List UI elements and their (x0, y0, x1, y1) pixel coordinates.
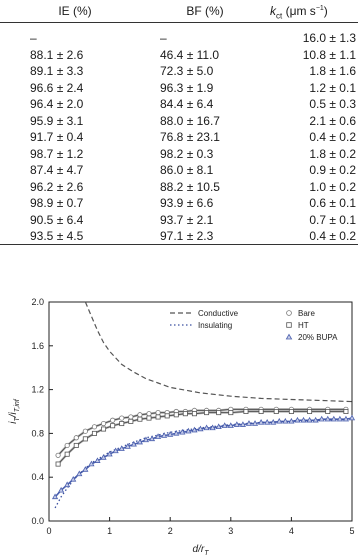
table-cell-bf: 96.3 ± 1.9 (160, 80, 214, 95)
bottom-rule (0, 244, 358, 245)
x-tick-label: 2 (167, 526, 173, 536)
data-point-bare (74, 436, 78, 440)
data-point-ht (204, 410, 208, 414)
y-tick-label: 2.0 (31, 297, 44, 307)
table-cell-kct: 0.4 ± 0.2 (309, 130, 356, 144)
chart-panel (0, 288, 358, 555)
legend-marker-bupa (286, 334, 291, 339)
data-point-bare (147, 411, 151, 415)
data-point-bare (120, 416, 124, 420)
data-point-ht (147, 416, 151, 420)
legend-label-conductive: Conductive (198, 309, 239, 318)
table-cell-bf: 98.2 ± 0.3 (160, 146, 214, 161)
x-tick-label: 4 (288, 526, 294, 536)
header-kct-subscript: ct (276, 11, 283, 21)
data-point-ht (101, 427, 105, 431)
data-point-ht (229, 410, 233, 414)
table-cell-bf: 76.8 ± 23.1 (160, 130, 220, 144)
header-kct-symbol: k (270, 4, 276, 18)
table-header (0, 0, 358, 22)
table-cell-bf: 93.7 ± 2.1 (160, 212, 214, 227)
table-cell-ie: 91.7 ± 0.4 (30, 130, 84, 144)
data-point-bare (129, 415, 133, 419)
y-tick-label: 0.0 (31, 516, 44, 526)
data-point-ht (138, 417, 142, 421)
table-cell-ie: 96.2 ± 2.6 (30, 179, 84, 194)
table-cell-bf: 88.0 ± 16.7 (160, 113, 220, 128)
x-tick-label: 0 (46, 526, 52, 536)
header-ie: IE (%) (58, 4, 92, 18)
table-cell-bf: 46.4 ± 11.0 (160, 47, 220, 62)
table-cell-ie: 96.6 ± 2.4 (30, 80, 84, 95)
table-cell-kct: 2.1 ± 0.6 (309, 113, 356, 128)
data-point-ht (259, 409, 263, 413)
table-cell-ie: 96.4 ± 2.0 (30, 97, 84, 111)
data-point-bare (56, 453, 60, 457)
header-kct-unit: (μm s (282, 4, 316, 18)
table-cell-ie: 98.9 ± 0.7 (30, 196, 84, 210)
table-cell-ie: 93.5 ± 4.5 (30, 229, 84, 243)
x-tick-label: 1 (107, 526, 113, 536)
table-cell-bf: 72.3 ± 5.0 (160, 64, 214, 78)
legend-label-bare: Bare (298, 309, 315, 318)
legend-label-insulating: Insulating (198, 321, 233, 330)
table-cell-ie: – (30, 31, 37, 45)
table-cell-ie: 87.4 ± 4.7 (30, 163, 84, 177)
y-axis-label (8, 398, 21, 424)
fit-curve-bare (58, 409, 346, 455)
fit-curve-core-bare (58, 409, 346, 455)
table-cell-kct: 10.8 ± 1.1 (302, 47, 356, 62)
data-point-ht (65, 452, 69, 456)
y-tick-label: 0.8 (31, 428, 44, 439)
header-kct-close: ) (323, 4, 328, 18)
legend-marker-ht (287, 323, 292, 328)
x-tick-label: 3 (228, 526, 234, 536)
data-point-ht (129, 419, 133, 423)
table-cell-ie: 89.1 ± 3.3 (30, 64, 84, 78)
data-point-bare (110, 418, 114, 422)
data-point-ht (244, 409, 248, 413)
data-point-ht (56, 462, 60, 466)
data-point-bare (92, 425, 96, 429)
header-kct-exponent: −1 (315, 5, 324, 12)
table-cell-ie: 88.1 ± 2.6 (30, 47, 84, 62)
y-axis-label-subscript-inf: T,inf (14, 399, 21, 413)
table-cell-kct: 16.0 ± 1.3 (302, 31, 356, 45)
legend-marker-bare (287, 311, 292, 316)
x-tick-label: 5 (349, 526, 355, 536)
data-point-ht (217, 410, 221, 414)
data-point-ht (344, 409, 348, 413)
data-point-ht (289, 409, 293, 413)
y-tick-label: 0.4 (31, 472, 44, 483)
data-point-ht (274, 409, 278, 413)
y-axis-label-subscript: T (14, 417, 21, 422)
table-cell-ie: 95.9 ± 3.1 (30, 113, 84, 128)
table-cell-kct: 0.4 ± 0.2 (309, 229, 356, 243)
y-tick-label: 1.2 (31, 384, 44, 395)
data-point-bare (65, 443, 69, 447)
table-cell-ie: 90.5 ± 6.4 (30, 212, 84, 227)
data-point-ht (156, 415, 160, 419)
data-point-bare (156, 410, 160, 414)
approach-curve-chart (0, 288, 358, 555)
table-cell-kct: 1.2 ± 0.1 (309, 80, 356, 95)
data-point-ht (92, 431, 96, 435)
data-point-bare (101, 421, 105, 425)
header-bf: BF (%) (186, 4, 224, 18)
table-cell-bf: 86.0 ± 8.1 (160, 163, 214, 177)
table-cell-kct: 1.8 ± 1.6 (309, 64, 356, 78)
header-kct (270, 4, 358, 20)
data-point-ht (83, 437, 87, 441)
data-point-ht (74, 443, 78, 447)
table-cell-bf: – (160, 31, 167, 45)
data-point-ht (183, 412, 187, 416)
y-tick-label: 1.6 (31, 340, 44, 351)
table-cell-kct: 1.0 ± 0.2 (309, 179, 356, 194)
y-axis-label-divider: /i (8, 412, 19, 418)
legend-label-bupa: 20% BUPA (298, 333, 338, 342)
y-axis-label-main: i (8, 421, 19, 424)
table-cell-kct: 0.5 ± 0.3 (309, 97, 356, 111)
table-cell-bf: 84.4 ± 6.4 (160, 97, 214, 111)
x-axis-label-subscript: T (204, 550, 209, 555)
table-cell-kct: 0.7 ± 0.1 (309, 212, 356, 227)
table-cell-bf: 93.9 ± 6.6 (160, 196, 214, 210)
table-cell-bf: 88.2 ± 10.5 (160, 179, 220, 194)
table-cell-ie: 98.7 ± 1.2 (30, 146, 84, 161)
legend-label-ht: HT (298, 321, 309, 330)
data-point-bare (83, 429, 87, 433)
data-point-ht (192, 412, 196, 416)
data-point-bare (138, 413, 142, 417)
series-line-insulating (55, 419, 352, 508)
data-point-ht (326, 409, 330, 413)
data-point-ht (174, 413, 178, 417)
table-cell-kct: 0.9 ± 0.2 (309, 163, 356, 177)
data-point-ht (111, 424, 115, 428)
x-axis-label: $d/r_T$ (192, 544, 209, 555)
header-rule (0, 22, 358, 23)
data-point-ht (120, 421, 124, 425)
table-cell-bf: 97.1 ± 2.3 (160, 229, 214, 243)
table-cell-kct: 0.6 ± 0.1 (309, 196, 356, 210)
data-point-ht (165, 414, 169, 418)
data-point-ht (307, 409, 311, 413)
table-cell-kct: 1.8 ± 0.2 (309, 146, 356, 161)
